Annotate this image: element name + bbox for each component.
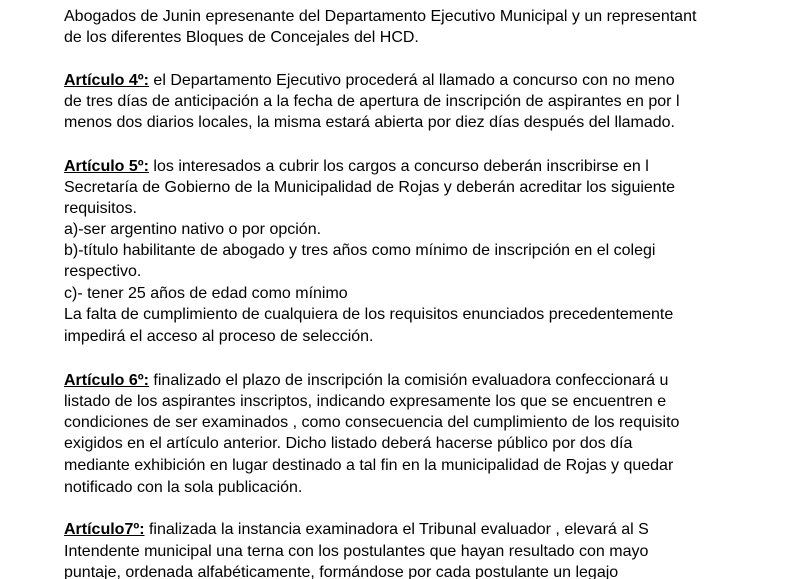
articulo-6-line-6: notificado con la sola publicación.	[64, 479, 303, 496]
articulo-5-heading: Artículo 5º:	[64, 158, 149, 175]
articulo-5-text: los interesados a cubrir los cargos a concurso deberán inscribirse en l	[148, 158, 649, 175]
articulo-6-line-2: listado de los aspirantes inscriptos, indicando expresamente los que se encuentren e	[64, 393, 667, 410]
articulo-7-line-2: Intendente municipal una terna con los postulantes que hayan resultado con mayo	[64, 543, 649, 560]
articulo-4-line-1	[64, 70, 675, 91]
articulo-7-line-1	[64, 519, 649, 540]
articulo-5-line-6: respectivo.	[64, 263, 142, 280]
articulo-5-requisito-c: c)- tener 25 años de edad como mínimo	[64, 285, 348, 302]
articulo-5-requisito-a: a)-ser argentino nativo o por opción.	[64, 221, 322, 238]
articulo-4-line-2: de tres días de anticipación a la fecha de apertura de inscripción de aspirantes en por l	[64, 93, 680, 110]
articulo-7-line-3: puntaje, ordenada alfabéticamente, formándose por cada postulante un legajo	[64, 564, 619, 579]
articulo-6-heading: Artículo 6º:	[64, 372, 149, 389]
articulo-6-line-4: exigidos en el artículo anterior. Dicho listado deberá hacerse público por dos día	[64, 435, 633, 452]
articulo-5-line-3: requisitos.	[64, 200, 137, 217]
articulo-5-line-2: Secretaría de Gobierno de la Municipalidad de Rojas y deberán acreditar los siguiente	[64, 179, 676, 196]
articulo-6-line-3: condiciones de ser examinados , como consecuencia del cumplimiento de los requisito	[64, 414, 680, 431]
articulo-6-text: finalizado el plazo de inscripción la comisión evaluadora confeccionará u	[148, 372, 669, 389]
articulo-5-requisito-b: b)-título habilitante de abogado y tres años como mínimo de inscripción en el colegi	[64, 242, 656, 259]
articulo-5-line-9: impedirá el acceso al proceso de selección.	[64, 328, 374, 345]
articulo-4-text: el Departamento Ejecutivo procederá al llamado a concurso con no meno	[148, 72, 675, 89]
articulo-7-text: finalizada la instancia examinadora el Tribunal evaluador , elevará al S	[144, 521, 649, 538]
articulo-7-heading: Artículo7º:	[64, 521, 145, 538]
articulo-5-line-8: La falta de cumplimiento de cualquiera de los requisitos enunciados precedentemente	[64, 306, 674, 323]
articulo-4-heading: Artículo 4º:	[64, 72, 149, 89]
intro-line-1: Abogados de Junin epresenante del Departamento Ejecutivo Municipal y un representant	[64, 8, 697, 25]
articulo-6-line-5: mediante exhibición en lugar destinado a tal fin en la municipalidad de Rojas y quedar	[64, 457, 674, 474]
articulo-6-line-1	[64, 370, 668, 391]
intro-line-2: de los diferentes Bloques de Concejales del HCD.	[64, 29, 419, 46]
articulo-5-line-1	[64, 156, 649, 177]
articulo-4-line-3: menos dos diarios locales, la misma estará abierta por diez días después del llamado.	[64, 114, 675, 131]
